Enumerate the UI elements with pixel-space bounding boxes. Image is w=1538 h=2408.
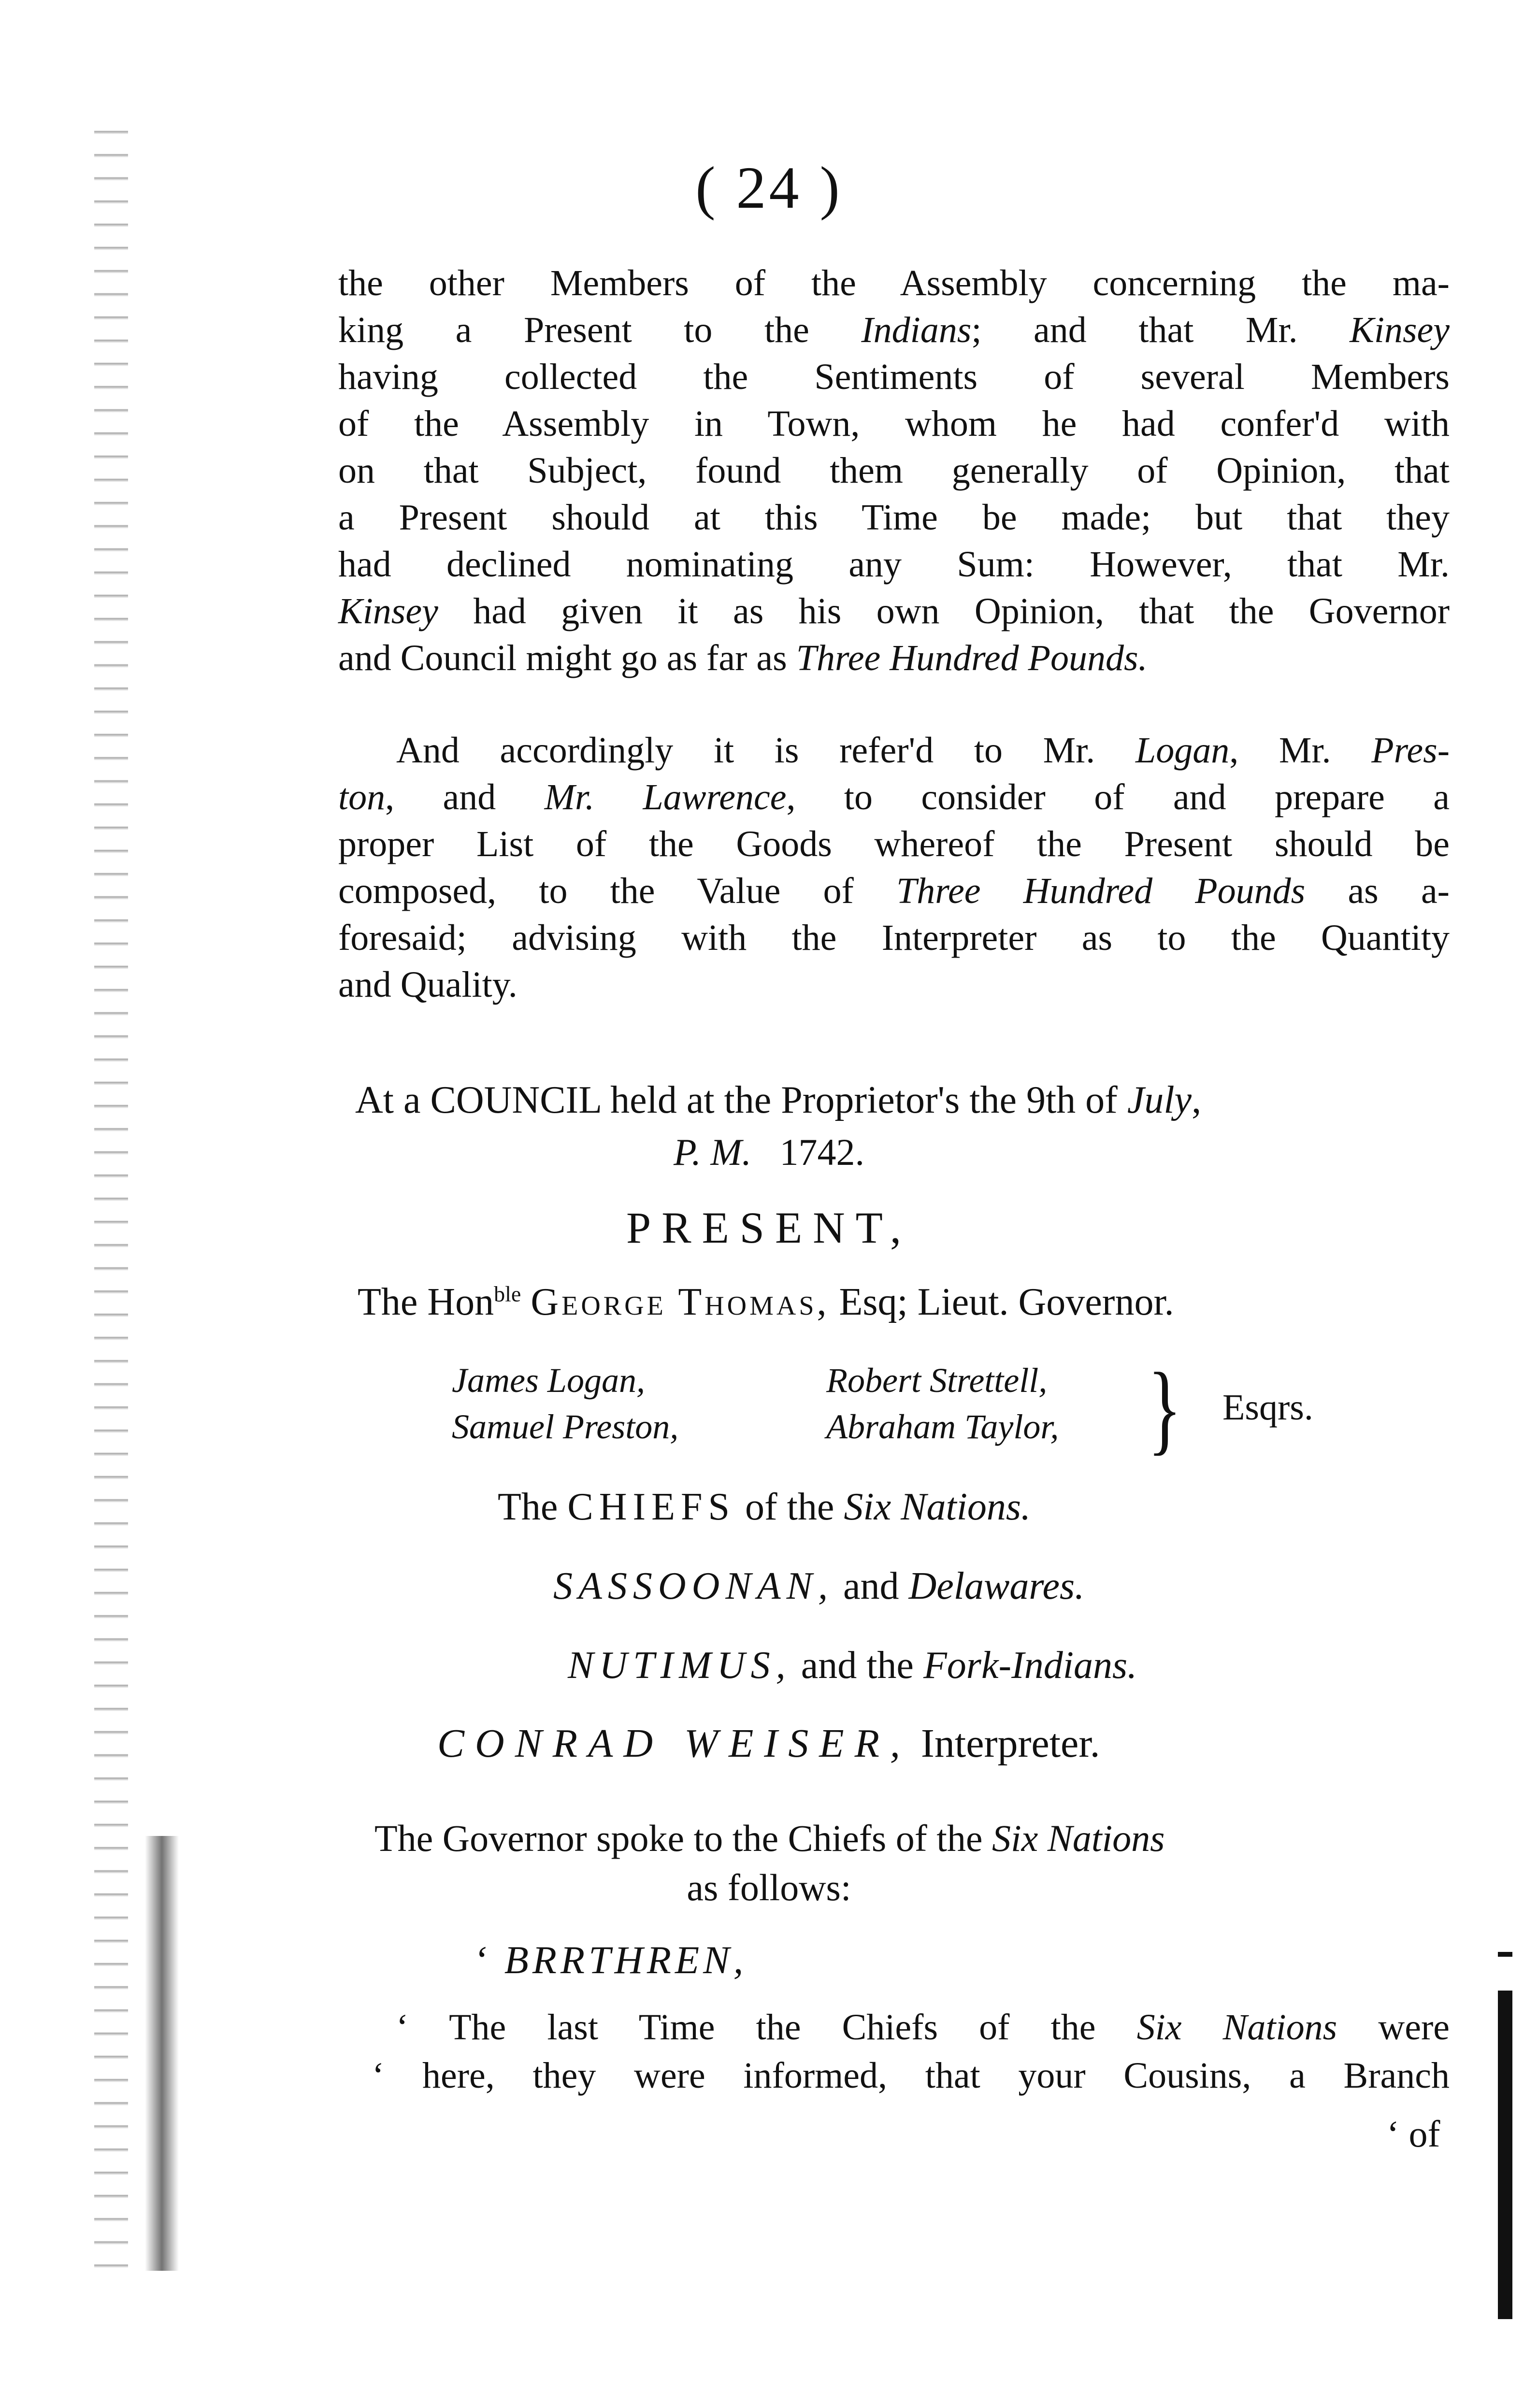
text-line: of the Assembly in Town, whom he had confer'd with <box>338 403 1450 444</box>
member-name: Robert Strettell, <box>826 1361 1048 1400</box>
council-date: P. M. 1742. <box>673 1131 865 1173</box>
text-line: a Present should at this Time be made; but that they <box>338 497 1450 538</box>
attendee-name: SASSOONAN, <box>553 1565 834 1607</box>
member-name: Samuel Preston, <box>452 1407 679 1446</box>
attendee-line-chiefs <box>498 1485 1031 1529</box>
text-line: And accordingly it is refer'd to Mr. Logan, Mr. Pres- <box>396 730 1450 771</box>
attendee-group: Six Nations. <box>844 1486 1031 1528</box>
attendee-group: Delawares. <box>908 1565 1085 1607</box>
salutation: ‘ BRRTHREN, <box>474 1938 747 1982</box>
attendee-name: CHIEFS <box>567 1486 735 1528</box>
page-number: ( 24 ) <box>695 155 843 221</box>
honourable-superscript: ble <box>494 1281 521 1306</box>
attendee-connector: and <box>834 1565 909 1607</box>
speech-line: ‘ here, they were informed, that your Cousins, a Branch <box>372 2055 1450 2096</box>
text-line: proper List of the Goods whereof the Present should be <box>338 824 1450 864</box>
text-line: ton, and Mr. Lawrence, to consider of and prepare a <box>338 777 1450 817</box>
speech-intro <box>374 1817 1165 1860</box>
attendee-connector: of the <box>735 1486 844 1528</box>
text-line: the other Members of the Assembly concerning the ma- <box>338 263 1450 303</box>
governor-prefix: The Hon <box>358 1281 494 1323</box>
member-name: Abraham Taylor, <box>826 1407 1059 1446</box>
text-line: having collected the Sentiments of several Members <box>338 357 1450 397</box>
attendee-name: NUTIMUS, <box>568 1644 791 1687</box>
member-name: James Logan, <box>452 1361 645 1400</box>
speech-intro-group: Six Nations <box>992 1817 1165 1859</box>
text-line: Kinsey had given it as his own Opinion, that the Governor <box>338 591 1450 631</box>
text-line: had declined nominating any Sum: However, that Mr. <box>338 544 1450 585</box>
members-title: Esqrs. <box>1222 1387 1313 1428</box>
attendee-line-sassoonan <box>553 1564 1084 1608</box>
right-margin-bar <box>1498 1991 1512 2319</box>
attendee-line-weiser <box>437 1720 1100 1767</box>
page-edge-shadow <box>94 111 128 2285</box>
members-brace: } <box>1148 1352 1182 1464</box>
text-line: and Quality. <box>338 964 517 1005</box>
governor-title: Esq; Lieut. Governor. <box>839 1281 1174 1323</box>
text-line: king a Present to the Indians; and that Mr. Kinsey <box>338 310 1450 350</box>
council-heading: At a COUNCIL held at the Proprietor's the 9th of July, <box>355 1079 1202 1121</box>
text-line: and Council might go as far as Three Hundred Pounds. <box>338 638 1148 678</box>
attendee-line-nutimus <box>568 1644 1137 1688</box>
text-line: on that Subject, found them generally of Opinion, that <box>338 450 1450 491</box>
attendee-connector: Interpreter. <box>910 1721 1100 1766</box>
present-heading: PRESENT, <box>626 1203 912 1252</box>
attendee-group: Fork-Indians. <box>923 1644 1137 1687</box>
attendee-prefix: The <box>498 1486 568 1528</box>
catchword: ‘ of <box>1387 2113 1440 2155</box>
speech-intro-line2: as follows: <box>687 1866 851 1908</box>
attendee-connector: and the <box>791 1644 923 1687</box>
governor-line <box>358 1280 1174 1324</box>
text-line: foresaid; advising with the Interpreter as to the Quantity <box>338 917 1450 958</box>
governor-name: George Thomas, <box>531 1281 830 1323</box>
speech-intro-text: The Governor spoke to the Chiefs of the <box>374 1817 992 1859</box>
attendee-name: CONRAD WEISER, <box>437 1721 911 1766</box>
right-margin-mark <box>1498 1952 1512 1957</box>
speech-line: ‘ The last Time the Chiefs of the Six Nations were <box>396 2007 1450 2048</box>
text-line: composed, to the Value of Three Hundred Pounds as a- <box>338 871 1450 911</box>
